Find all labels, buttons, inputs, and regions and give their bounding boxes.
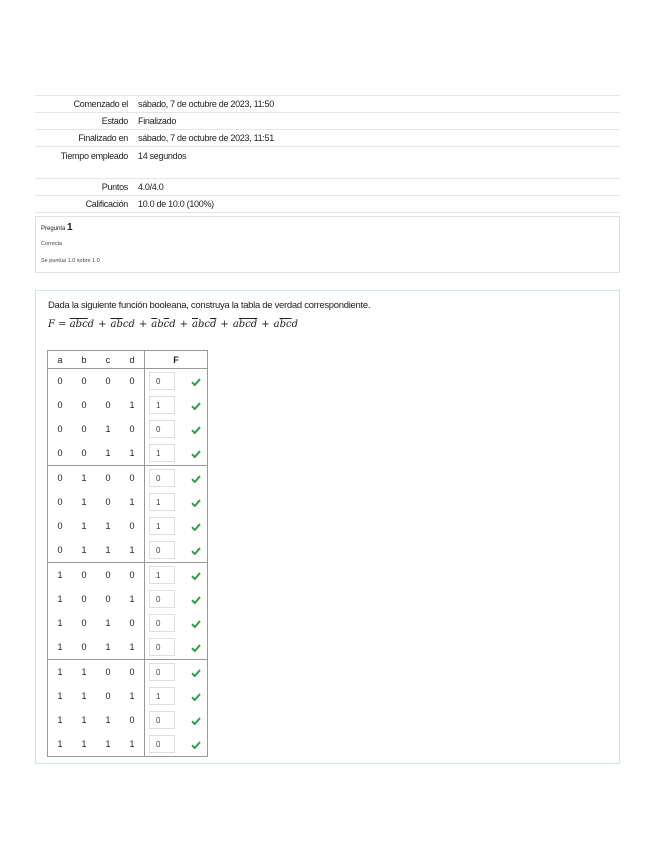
- answer-cell: [145, 684, 186, 708]
- table-cell: 1: [81, 545, 87, 555]
- table-cell: 1: [129, 739, 135, 749]
- check-cell: [185, 611, 208, 635]
- answer-cell: [145, 369, 186, 394]
- header-d: d: [120, 351, 145, 369]
- table-cell: 0: [72, 563, 96, 588]
- table-cell: 0: [96, 466, 120, 491]
- table-cell: 1: [129, 545, 135, 555]
- table-row: [48, 490, 208, 514]
- table-cell: 0: [57, 497, 63, 507]
- table-cell: 1: [57, 594, 63, 604]
- question-text: Dada la siguiente función booleana, construya la tabla de verdad correspondiente.: [48, 300, 371, 311]
- table-cell: 0: [129, 376, 135, 386]
- question-info-box: [35, 216, 620, 273]
- table-cell: 0: [81, 594, 87, 604]
- table-cell: 1: [57, 642, 63, 652]
- table-row: [48, 660, 208, 685]
- answer-input[interactable]: 0: [149, 711, 175, 729]
- check-cell: [185, 708, 208, 732]
- table-cell: 0: [105, 400, 111, 410]
- answer-cell: [145, 635, 186, 660]
- answer-input[interactable]: 0: [149, 372, 175, 390]
- check-icon: [191, 620, 201, 628]
- formula-plus: +: [220, 319, 229, 330]
- table-cell: 0: [81, 642, 87, 652]
- table-cell: 1: [57, 715, 63, 725]
- answer-input[interactable]: 1: [149, 396, 175, 414]
- answer-input[interactable]: 0: [149, 735, 175, 753]
- boolean-formula: [48, 319, 298, 330]
- answer-cell: [145, 563, 186, 588]
- answer-cell: [145, 587, 186, 611]
- table-cell: 0: [129, 424, 135, 434]
- table-cell: 1: [48, 563, 73, 588]
- table-cell: 1: [105, 545, 111, 555]
- table-cell: 0: [57, 376, 63, 386]
- table-cell: 0: [120, 466, 145, 491]
- table-cell: 1: [129, 497, 135, 507]
- table-cell: 1: [81, 691, 87, 701]
- check-cell: [185, 393, 208, 417]
- truth-table: [47, 350, 208, 757]
- question-number-value: 1: [67, 222, 73, 233]
- check-cell: [185, 514, 208, 538]
- table-cell: 1: [105, 618, 111, 628]
- check-cell: [185, 732, 208, 757]
- table-row: [48, 563, 208, 588]
- summary-label: Puntos: [35, 179, 136, 196]
- table-cell: 1: [81, 715, 87, 725]
- question-prefix: Pregunta: [41, 226, 66, 232]
- table-cell: 0: [105, 376, 111, 386]
- formula-term: $\overline{a}\overline{b}\overline{c}d$: [69, 319, 95, 330]
- attempt-summary: [35, 95, 620, 213]
- answer-input[interactable]: 0: [149, 420, 175, 438]
- check-icon: [191, 450, 201, 458]
- answer-input[interactable]: 1: [149, 687, 175, 705]
- check-cell: [185, 660, 208, 685]
- table-cell: 1: [129, 448, 135, 458]
- formula-term: $a\overline{b}\overline{c}d$: [273, 319, 298, 330]
- table-cell: 0: [105, 594, 111, 604]
- table-cell: 1: [105, 715, 111, 725]
- summary-row: [35, 130, 620, 147]
- summary-label: Estado: [35, 113, 136, 130]
- check-icon: [191, 644, 201, 652]
- table-cell: 1: [129, 594, 135, 604]
- summary-value: sábado, 7 de octubre de 2023, 11:51: [136, 130, 620, 147]
- table-cell: 1: [105, 521, 111, 531]
- table-cell: 1: [129, 642, 135, 652]
- check-icon: [191, 717, 201, 725]
- formula-terms: [70, 319, 298, 330]
- check-icon: [191, 402, 201, 410]
- table-row: [48, 732, 208, 757]
- table-cell: 1: [105, 739, 111, 749]
- table-row: [48, 369, 208, 394]
- table-cell: 0: [48, 466, 73, 491]
- formula-term: $a\overline{b}\overline{c}\overline{d}$: [232, 319, 258, 330]
- summary-label: Comenzado el: [35, 96, 136, 113]
- table-row: [48, 684, 208, 708]
- summary-value: 14 segundos: [136, 147, 620, 179]
- summary-row: [35, 179, 620, 196]
- check-icon: [191, 378, 201, 386]
- summary-row: [35, 147, 620, 179]
- table-cell: 0: [120, 660, 145, 685]
- summary-value: 4.0/4.0: [136, 179, 620, 196]
- check-cell: [185, 563, 208, 588]
- check-icon: [191, 523, 201, 531]
- truth-table-body: [48, 369, 208, 757]
- formula-plus: +: [138, 319, 148, 330]
- summary-value: 10.0 de 10.0 (100%): [136, 196, 620, 213]
- answer-cell: [145, 732, 186, 757]
- answer-input[interactable]: 0: [149, 614, 175, 632]
- formula-plus: +: [98, 319, 107, 330]
- table-row: [48, 417, 208, 441]
- answer-cell: [145, 708, 186, 732]
- table-cell: 0: [129, 618, 135, 628]
- table-cell: 0: [57, 521, 63, 531]
- question-state: Correcta: [41, 241, 63, 247]
- answer-input[interactable]: 0: [149, 663, 175, 681]
- header-c: c: [96, 351, 120, 369]
- summary-label: Tiempo empleado: [35, 147, 136, 179]
- table-cell: 0: [129, 715, 135, 725]
- table-cell: 1: [57, 618, 63, 628]
- answer-input[interactable]: 1: [149, 444, 175, 462]
- check-icon: [191, 693, 201, 701]
- answer-input[interactable]: 1: [149, 566, 175, 584]
- table-cell: 0: [105, 691, 111, 701]
- answer-cell: [145, 514, 186, 538]
- table-cell: 1: [81, 521, 87, 531]
- answer-input[interactable]: 1: [149, 493, 175, 511]
- check-cell: [185, 369, 208, 394]
- table-cell: 0: [57, 400, 63, 410]
- check-cell: [185, 490, 208, 514]
- table-cell: 0: [96, 563, 120, 588]
- truth-table-header: [48, 351, 208, 369]
- header-a: a: [48, 351, 73, 369]
- header-b: b: [72, 351, 96, 369]
- check-icon: [191, 572, 201, 580]
- table-cell: 0: [105, 497, 111, 507]
- table-cell: 1: [129, 400, 135, 410]
- check-icon: [191, 499, 201, 507]
- table-cell: 0: [96, 660, 120, 685]
- answer-input[interactable]: 0: [149, 638, 175, 656]
- summary-label: Finalizado en: [35, 130, 136, 147]
- table-cell: 0: [81, 618, 87, 628]
- table-row: [48, 708, 208, 732]
- answer-input[interactable]: 0: [149, 590, 175, 608]
- formula-term: $\overline{a}bc\overline{d}$: [192, 319, 217, 330]
- table-cell: 0: [57, 424, 63, 434]
- check-icon: [191, 669, 201, 677]
- answer-cell: [145, 660, 186, 685]
- check-cell: [185, 466, 208, 491]
- table-cell: 0: [120, 563, 145, 588]
- check-icon: [191, 547, 201, 555]
- table-row: [48, 635, 208, 660]
- question-content: [35, 290, 620, 764]
- table-cell: 0: [57, 448, 63, 458]
- table-cell: 1: [105, 448, 111, 458]
- table-cell: 0: [129, 521, 135, 531]
- check-cell: [185, 417, 208, 441]
- table-row: [48, 514, 208, 538]
- check-cell: [185, 684, 208, 708]
- question-number: [41, 222, 73, 233]
- table-cell: 0: [81, 400, 87, 410]
- answer-cell: [145, 490, 186, 514]
- answer-input[interactable]: 0: [149, 469, 175, 487]
- check-cell: [185, 635, 208, 660]
- answer-cell: [145, 417, 186, 441]
- table-cell: 1: [57, 739, 63, 749]
- question-grade: Se puntúa 1.0 sobre 1.0: [41, 258, 100, 264]
- summary-row: [35, 196, 620, 213]
- summary-label: Calificación: [35, 196, 136, 213]
- formula-term: $\overline{a}b\overline{c}d$: [151, 319, 176, 330]
- answer-cell: [145, 466, 186, 491]
- table-cell: 1: [57, 691, 63, 701]
- check-cell: [185, 441, 208, 466]
- check-icon: [191, 426, 201, 434]
- table-cell: 1: [72, 660, 96, 685]
- summary-row: [35, 96, 620, 113]
- header-f: F: [145, 351, 208, 369]
- table-row: [48, 441, 208, 466]
- table-cell: 1: [129, 691, 135, 701]
- table-cell: 1: [81, 497, 87, 507]
- summary-value: Finalizado: [136, 113, 620, 130]
- table-cell: 1: [105, 424, 111, 434]
- answer-cell: [145, 441, 186, 466]
- summary-row: [35, 113, 620, 130]
- formula-plus: +: [179, 319, 189, 330]
- answer-cell: [145, 393, 186, 417]
- table-cell: 1: [72, 466, 96, 491]
- table-cell: 1: [105, 642, 111, 652]
- table-cell: 0: [81, 424, 87, 434]
- table-cell: 1: [81, 739, 87, 749]
- summary-value: sábado, 7 de octubre de 2023, 11:50: [136, 96, 620, 113]
- answer-input[interactable]: 1: [149, 517, 175, 535]
- table-cell: 0: [81, 448, 87, 458]
- check-icon: [191, 596, 201, 604]
- answer-cell: [145, 611, 186, 635]
- formula-term: $\overline{a}\overline{b}cd$: [110, 319, 135, 330]
- table-row: [48, 611, 208, 635]
- table-row: [48, 538, 208, 563]
- table-cell: 0: [81, 376, 87, 386]
- table-row: [48, 587, 208, 611]
- check-icon: [191, 475, 201, 483]
- formula-plus: +: [261, 319, 270, 330]
- check-cell: [185, 538, 208, 563]
- check-icon: [191, 741, 201, 749]
- table-row: [48, 466, 208, 491]
- table-row: [48, 393, 208, 417]
- answer-input[interactable]: 0: [149, 541, 175, 559]
- check-cell: [185, 587, 208, 611]
- table-cell: 1: [48, 660, 73, 685]
- table-cell: 0: [57, 545, 63, 555]
- answer-cell: [145, 538, 186, 563]
- formula-lhs: F =: [48, 319, 67, 330]
